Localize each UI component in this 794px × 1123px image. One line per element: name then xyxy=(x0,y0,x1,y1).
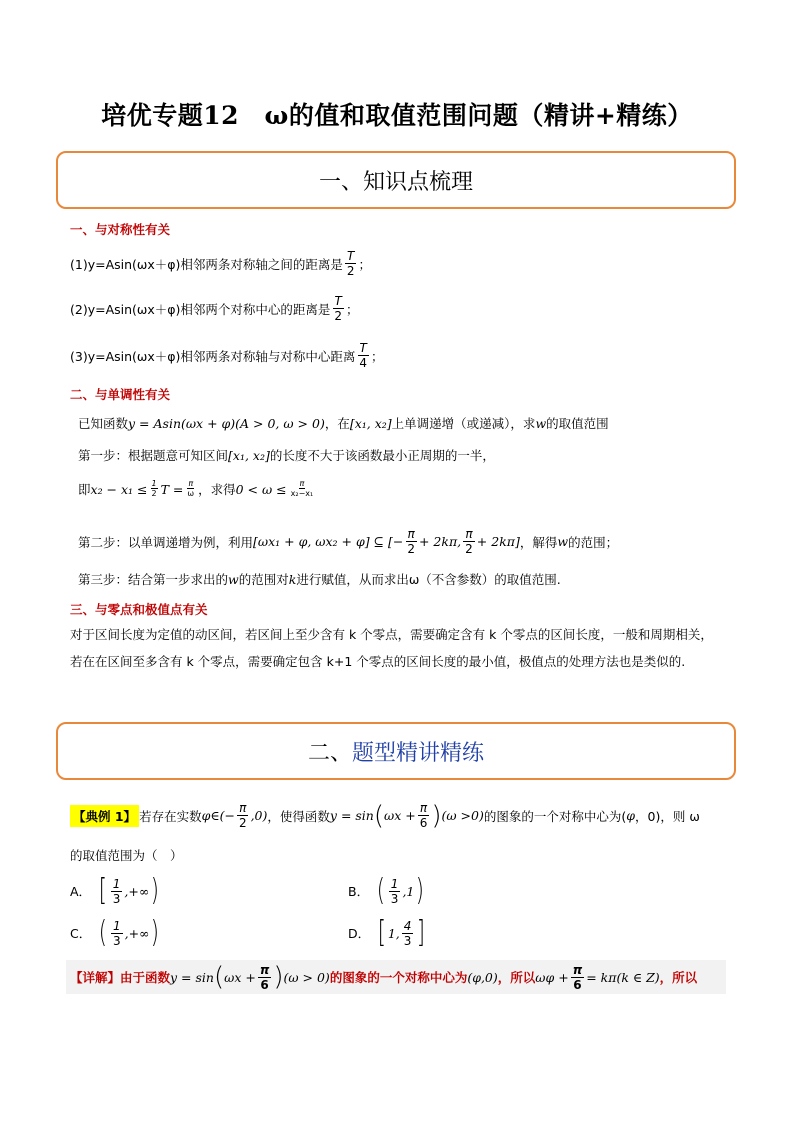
formula: [x₁, x₂] xyxy=(228,447,270,463)
formula: T = xyxy=(160,481,184,497)
formula: x₂ − x₁ ≤ xyxy=(90,481,148,497)
bracket-close: ) xyxy=(151,915,160,950)
frac-den: 2 xyxy=(465,542,473,556)
fraction-pi-over-6 xyxy=(571,964,585,991)
formula: = kπ xyxy=(586,969,617,985)
frac-num: π xyxy=(419,801,428,815)
bracket-open: [ xyxy=(98,873,108,908)
bracket-open: ( xyxy=(98,915,108,950)
option-letter: C． xyxy=(70,926,92,941)
formula: ,1 xyxy=(402,883,415,899)
subheading-monotonicity: 二、与单调性有关 xyxy=(70,387,171,402)
formula: ,0) xyxy=(250,808,268,823)
frac-num: π xyxy=(188,479,194,488)
fraction-half xyxy=(150,480,159,498)
fraction-pi-over-6 xyxy=(418,802,430,829)
option-letter: B． xyxy=(348,884,370,899)
frac-den: 2 xyxy=(407,542,415,556)
formula: (k ∈ Z) xyxy=(616,969,660,985)
formula: ,+∞ xyxy=(124,925,150,941)
formula: (ω >0) xyxy=(441,808,484,823)
fraction-result xyxy=(289,480,316,498)
text: ，求得 xyxy=(198,482,236,497)
fraction-pi-over-omega xyxy=(185,480,196,498)
fraction-pi-over-2 xyxy=(463,528,475,555)
option-letter: A． xyxy=(70,884,92,899)
example-1-question xyxy=(70,802,700,829)
section-header-label: 题型精讲精练 xyxy=(352,740,485,766)
text: 若存在实数 xyxy=(139,808,202,824)
example-badge: 【典例 1】 xyxy=(70,805,139,827)
bracket-close: ) xyxy=(416,873,425,908)
text: 的图象的一个对称中心为 xyxy=(329,970,468,985)
formula: ωφ + xyxy=(535,969,569,985)
formula: w xyxy=(228,571,239,587)
bracket-close: ] xyxy=(417,915,426,950)
text: 上单调递增（或递减），求 xyxy=(391,416,536,431)
formula: (ω > 0) xyxy=(283,969,330,985)
formula: w xyxy=(535,415,547,431)
fraction-pi-over-2 xyxy=(237,802,249,829)
item-end: ； xyxy=(346,301,359,317)
formula: φ∈(− xyxy=(201,808,235,823)
frac-den: 3 xyxy=(403,933,412,948)
frac-num: 1 xyxy=(112,918,121,933)
option-b[interactable] xyxy=(348,873,426,908)
frac-den: 4 xyxy=(359,356,368,370)
option-value xyxy=(376,915,427,950)
text: 进行赋值，从而求出ω（不含参数）的取值范围. xyxy=(296,572,561,587)
text: 的图象的一个对称中心为( xyxy=(483,808,627,824)
frac-num: π xyxy=(407,527,415,541)
item-end: ； xyxy=(371,348,384,364)
formula: k xyxy=(288,571,297,587)
fraction-t-over-4 xyxy=(357,342,369,369)
text: ，在 xyxy=(324,416,350,431)
text: ，使得函数 xyxy=(267,808,330,824)
bracket-open: ( xyxy=(376,873,386,908)
step-2 xyxy=(78,528,618,555)
section-header-prefix: 二、 xyxy=(307,740,352,766)
option-a[interactable] xyxy=(70,873,161,908)
frac-den: 3 xyxy=(390,891,399,906)
fraction-pi-over-2 xyxy=(405,528,417,555)
subheading-symmetry: 一、与对称性有关 xyxy=(70,222,171,237)
bracket-close: ) xyxy=(151,873,160,908)
text: 的范围； xyxy=(568,534,619,550)
option-value xyxy=(97,873,161,908)
solution-detail xyxy=(66,960,726,994)
symmetry-item-2 xyxy=(70,295,359,322)
formula: [ωx₁ + φ, ωx₂ + φ] ⊆ [− xyxy=(253,534,404,549)
step-3 xyxy=(78,570,561,588)
frac-den: 3 xyxy=(112,933,121,948)
subheading-zeros-extrema: 三、与零点和极值点有关 xyxy=(70,602,208,617)
text: ，所以 xyxy=(497,970,536,985)
text: 第二步：以单调递增为例，利用 xyxy=(78,534,254,550)
frac-den: 2 xyxy=(346,264,355,278)
paren-open: ( xyxy=(213,962,225,992)
formula: [x₁, x₂] xyxy=(349,415,392,431)
bracket-open: [ xyxy=(377,915,387,950)
section-header-examples xyxy=(56,722,736,780)
fraction-t-over-2 xyxy=(332,295,344,322)
formula: y = Asin(ωx + φ)(A > 0, ω > 0) xyxy=(128,415,325,431)
frac-num: 1 xyxy=(151,479,157,488)
text: ，解得 xyxy=(519,534,558,550)
formula: w xyxy=(557,534,569,549)
symmetry-item-3 xyxy=(70,342,384,369)
frac-num: 1 xyxy=(112,876,121,891)
frac-num: π xyxy=(239,801,247,815)
frac-den: 2 xyxy=(151,489,157,498)
frac-den: 3 xyxy=(112,891,121,906)
option-value xyxy=(97,915,161,950)
formula: (φ,0) xyxy=(467,969,498,985)
formula: y = sin xyxy=(170,969,214,985)
formula: ωx + xyxy=(384,808,416,823)
item-end: ； xyxy=(358,256,372,272)
frac-num: 1 xyxy=(390,876,399,891)
frac-num: T xyxy=(347,249,355,263)
formula: 0 < ω ≤ xyxy=(235,481,287,497)
step-1 xyxy=(78,446,495,464)
frac-den: 2 xyxy=(238,816,247,830)
formula: + 2kπ] xyxy=(476,534,520,549)
formula: 1, xyxy=(387,925,400,941)
option-value xyxy=(375,873,426,908)
text: 即 xyxy=(78,482,91,497)
zeros-extrema-paragraph: 对于区间长度为定值的动区间，若区间上至少含有 k 个零点，需要确定含有 k 个零点的区间长度，一般和周期相关，若在在区间至多含有 k 个零点，需要确定包含 k+1 个零点的区间长度的最小值，极值点的处理方法也是类似的. xyxy=(70,627,713,669)
frac-num: T xyxy=(359,341,367,355)
fraction-t-over-2 xyxy=(345,250,357,277)
text: 第三步：结合第一步求出的 xyxy=(78,572,229,587)
monotonicity-intro xyxy=(78,414,609,432)
section-header-label: 一、知识点梳理 xyxy=(318,169,473,195)
text: ，所以 xyxy=(659,970,698,985)
item-text: (2)y=Asin(ωx＋φ)相邻两个对称中心的距离是 xyxy=(70,301,331,317)
item-text: (1)y=Asin(ωx＋φ)相邻两条对称轴之间的距离是 xyxy=(70,256,343,272)
frac-num: π xyxy=(299,479,305,488)
formula: ωx + xyxy=(224,969,256,985)
text: 的取值范围 xyxy=(546,416,609,431)
fraction-one-third xyxy=(111,878,123,905)
paren-open: ( xyxy=(373,800,385,831)
frac-den: ω xyxy=(187,489,195,498)
example-1-question-line2: 的取值范围为（ ） xyxy=(70,848,183,863)
frac-den: 6 xyxy=(419,816,428,830)
text: ，0)，则 ω xyxy=(635,808,700,824)
frac-num: π xyxy=(572,962,583,977)
option-c[interactable] xyxy=(70,915,161,950)
frac-den: 2 xyxy=(334,309,343,323)
fraction-one-third xyxy=(111,920,123,947)
symmetry-item-1 xyxy=(70,250,371,277)
formula: y = sin xyxy=(329,808,374,823)
formula: + 2kπ, xyxy=(418,534,462,549)
item-text: (3)y=Asin(ωx＋φ)相邻两条对称轴与对称中心距离 xyxy=(70,348,356,364)
fraction-pi-over-6 xyxy=(258,964,272,991)
paren-close: ) xyxy=(273,962,284,992)
fraction-one-third xyxy=(389,878,401,905)
frac-num: 4 xyxy=(403,918,412,933)
frac-num: T xyxy=(334,294,342,308)
frac-den: 6 xyxy=(260,977,269,992)
frac-den: x₂−x₁ xyxy=(290,489,314,498)
fraction-four-thirds xyxy=(402,920,414,947)
document-title: 培优专题12 ω的值和取值范围问题（精讲+精练） xyxy=(101,101,693,130)
option-letter: D． xyxy=(348,926,371,941)
option-d[interactable] xyxy=(348,915,427,950)
text: 第一步：根据题意可知区间 xyxy=(78,448,229,463)
frac-num: π xyxy=(259,962,270,977)
text: 的长度不大于该函数最小正周期的一半， xyxy=(269,448,495,463)
step-1-inequality xyxy=(78,480,317,498)
text: 已知函数 xyxy=(78,416,129,431)
formula: ,+∞ xyxy=(124,883,150,899)
text: 【详解】由于函数 xyxy=(70,970,171,985)
paren-close: ) xyxy=(431,800,442,831)
text: 的范围对 xyxy=(238,572,289,587)
frac-den: 6 xyxy=(573,977,582,992)
formula: φ xyxy=(626,808,636,823)
section-header-knowledge xyxy=(56,151,736,209)
frac-num: π xyxy=(465,527,473,541)
